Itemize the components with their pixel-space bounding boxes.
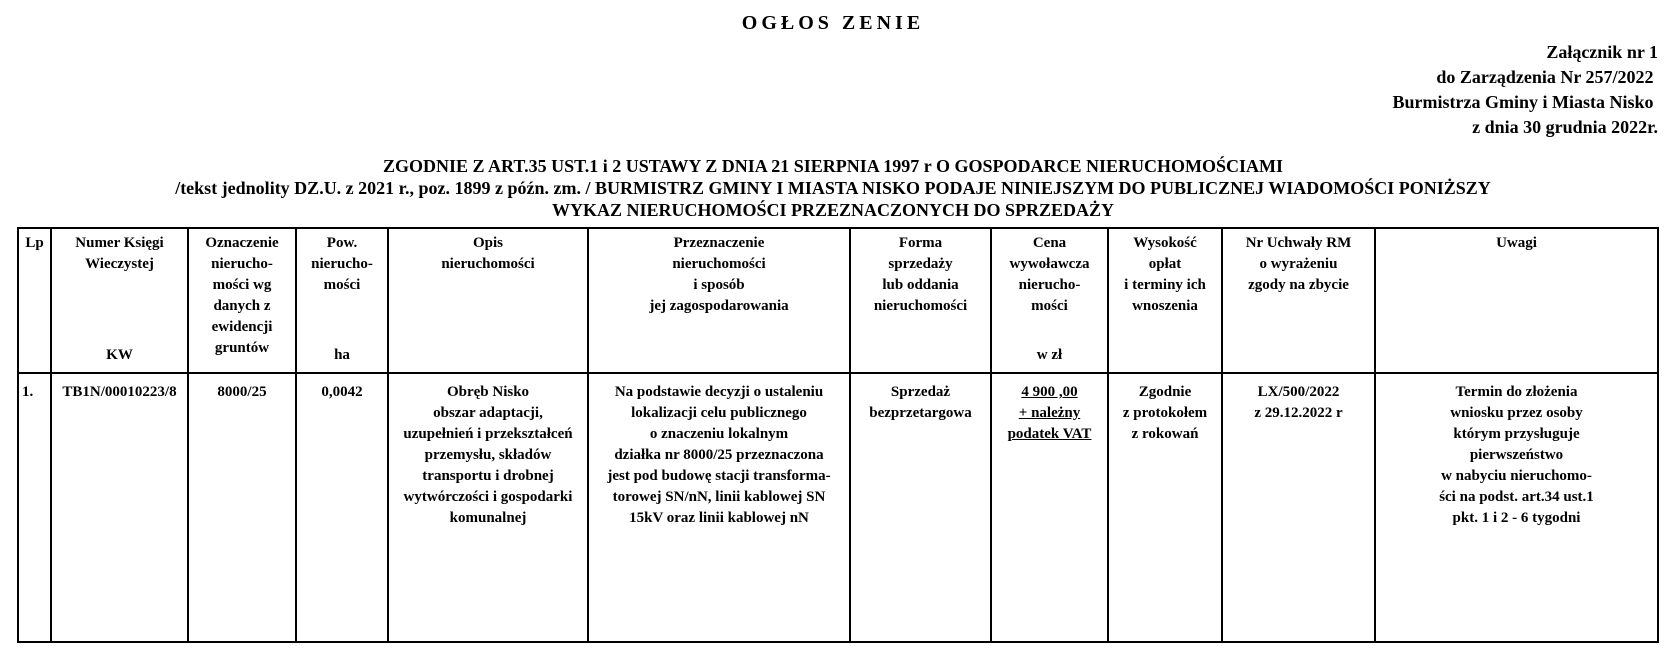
header-lp: Lp bbox=[18, 228, 51, 373]
notice-heading: OGŁOS ZENIE bbox=[741, 12, 925, 34]
table-header-row bbox=[18, 228, 1658, 373]
cell-wysokosc: Zgodnie z protokołem z rokowań bbox=[1108, 373, 1222, 642]
property-list-table bbox=[17, 227, 1659, 643]
cell-lp: 1. bbox=[18, 373, 51, 642]
header-opis: Opis nieruchomości bbox=[388, 228, 588, 373]
header-kw: Numer Księgi Wieczystej KW bbox=[51, 228, 188, 373]
cell-kw: TB1N/00010223/8 bbox=[51, 373, 188, 642]
annex-line: Załącznik nr 1 bbox=[1546, 42, 1658, 62]
intro-line: WYKAZ NIERUCHOMOŚCI PRZEZNACZONYCH DO SPRZEDAŻY bbox=[551, 200, 1115, 220]
header-pow: Pow. nierucho- mości ha bbox=[296, 228, 388, 373]
intro-line: /tekst jednolity DZ.U. z 2021 r., poz. 1899 z późn. zm. / BURMISTRZ GMINY I MIASTA NISKO PODAJE NINIEJSZYM DO PUBLICZNEJ WIADOMOŚCI PONIŻSZY bbox=[175, 178, 1491, 198]
header-forma: Forma sprzedaży lub oddania nieruchomości bbox=[850, 228, 991, 373]
cell-forma: Sprzedaż bezprzetargowa bbox=[850, 373, 991, 642]
cell-przeznaczenie: Na podstawie decyzji o ustaleniu lokalizacji celu publicznego o znaczeniu lokalnym działka nr 8000/25 przeznaczona jest pod budowę stacji transforma- torowej SN/nN, linii kablowej SN 15kV oraz linii kablowej nN bbox=[588, 373, 850, 642]
header-uchwala: Nr Uchwały RM o wyrażeniu zgody na zbycie bbox=[1222, 228, 1375, 373]
header-cena: Cena wywoławcza nierucho- mości w zł bbox=[991, 228, 1108, 373]
annex-line: z dnia 30 grudnia 2022r. bbox=[1472, 117, 1658, 137]
cell-uchwala: LX/500/2022 z 29.12.2022 r bbox=[1222, 373, 1375, 642]
header-pow-unit: ha bbox=[334, 347, 350, 363]
header-oznaczenie: Oznaczenie nierucho- mości wg danych z ewidencji gruntów bbox=[188, 228, 296, 373]
annex-line: Burmistrza Gminy i Miasta Nisko bbox=[1392, 92, 1658, 112]
cell-cena: 4 900 ,00 + należny podatek VAT bbox=[991, 373, 1108, 642]
intro-text bbox=[0, 155, 1666, 221]
annex-line: do Zarządzenia Nr 257/2022 bbox=[1436, 67, 1658, 87]
cell-opis: Obręb Nisko obszar adaptacji, uzupełnień i przekształceń przemysłu, składów transportu i drobnej wytwórczości i gospodarki komunalnej bbox=[388, 373, 588, 642]
header-uwagi: Uwagi bbox=[1375, 228, 1658, 373]
header-cena-unit: w zł bbox=[1036, 347, 1063, 363]
cell-oznaczenie: 8000/25 bbox=[188, 373, 296, 642]
annex-reference bbox=[1393, 40, 1659, 140]
cell-uwagi: Termin do złożenia wniosku przez osoby którym przysługuje pierwszeństwo w nabyciu nieruchomo- ści na podst. art.34 ust.1 pkt. 1 i 2 - 6 tygodni bbox=[1375, 373, 1658, 642]
cell-pow: 0,0042 bbox=[296, 373, 388, 642]
intro-line: ZGODNIE Z ART.35 UST.1 i 2 USTAWY Z DNIA 21 SIERPNIA 1997 r O GOSPODARCE NIERUCHOMOŚCIAMI bbox=[383, 156, 1283, 176]
table-row bbox=[18, 373, 1658, 642]
header-przeznaczenie: Przeznaczenie nieruchomości i sposób jej zagospodarowania bbox=[588, 228, 850, 373]
header-kw-unit: KW bbox=[106, 347, 133, 363]
header-wysokosc: Wysokość opłat i terminy ich wnoszenia bbox=[1108, 228, 1222, 373]
